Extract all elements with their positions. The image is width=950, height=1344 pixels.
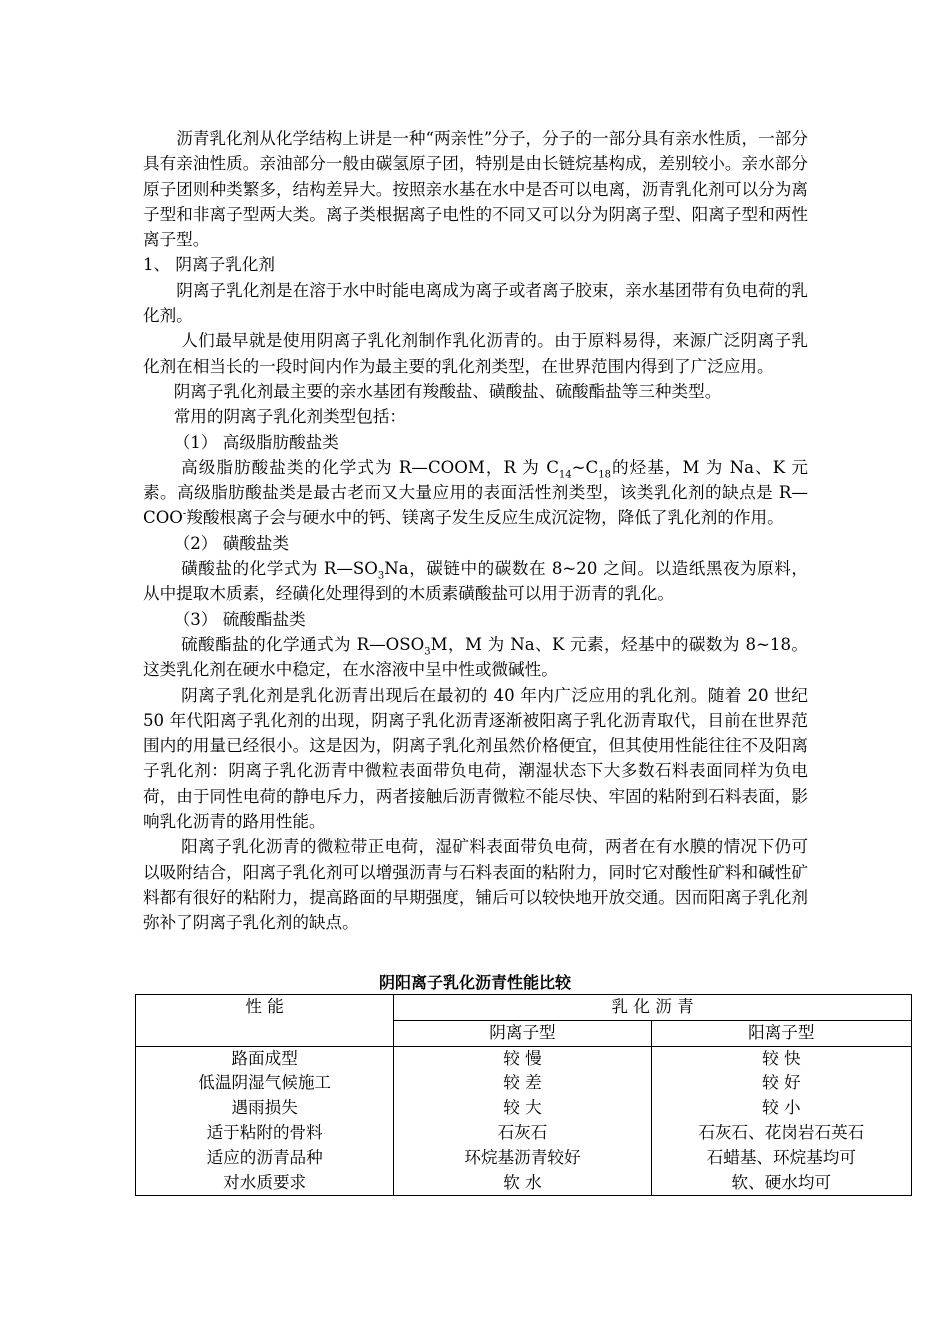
sulfate-sub-3: 3 bbox=[424, 646, 431, 658]
common-types-paragraph: 常用的阴离子乳化剂类型包括： bbox=[173, 407, 407, 427]
table-row-cationic: 较 好 bbox=[762, 1073, 801, 1093]
section-heading-anionic: 1、 阴离子乳化剂 bbox=[143, 255, 275, 275]
table-caption: 阴阳离子乳化沥青性能比较 bbox=[378, 973, 571, 992]
subheading-sulfonate: （2） 磺酸盐类 bbox=[173, 533, 290, 553]
cationic-paragraph: 阳离子乳化沥青的微粒带正电荷，湿矿料表面带负电荷，两者在有水膜的情况下仍可以吸附结合，阳离子乳化剂可以增强沥青与石料表面的粘附力，同时它对酸性矿料和碱性矿料都有很好的粘附力，提高路面的早期强度，铺后可以较快地开放交通。因而阳离子乳化剂弥补了阴离子乳化剂的缺点。 bbox=[143, 837, 808, 933]
table-row-property: 遇雨损失 bbox=[231, 1098, 298, 1118]
fatty-acid-paragraph bbox=[143, 455, 808, 531]
comparison-table bbox=[135, 994, 912, 1196]
fatty-acid-text-d: 羧酸根离子会与硬水中的钙、镁离子发生反应生成沉淀物，降低了乳化剂的作用。 bbox=[186, 508, 784, 528]
fatty-acid-sup-minus: - bbox=[182, 508, 187, 520]
fatty-acid-sub-14: 14 bbox=[558, 469, 572, 481]
table-row-cationic: 石灰石、花岗岩石英石 bbox=[698, 1122, 865, 1142]
anionic-decline-paragraph: 阴离子乳化剂是乳化沥青出现后在最初的 40 年内广泛应用的乳化剂。随着 20 世纪 50 年代阳离子乳化剂的出现，阴离子乳化沥青逐渐被阳离子乳化沥青取代，目前在世界范围内的用量已经很小。这是因为，阴离子乳化剂虽然价格便宜，但其使用性能往往不及阳离子乳化剂：阴离子乳化沥青中微粒表面带负电荷，潮湿状态下大多数石料表面同样为负电荷，由于同性电荷的静电斥力，两者接触后沥青微粒不能尽快、牢固的粘附到石料表面，影响乳化沥青的路用性能。 bbox=[143, 685, 808, 832]
table-row-anionic: 环烷基沥青较好 bbox=[464, 1147, 581, 1167]
table-row-property: 低温阴湿气候施工 bbox=[198, 1073, 332, 1093]
fatty-acid-sub-18: 18 bbox=[598, 469, 611, 481]
table-row-cationic: 软、硬水均可 bbox=[731, 1172, 832, 1192]
fatty-acid-text-b: ~C bbox=[571, 457, 599, 477]
table-row-cationic: 石蜡基、环烷基均可 bbox=[706, 1147, 856, 1167]
table-row-cationic: 较 小 bbox=[762, 1098, 801, 1118]
intro-paragraph: 沥青乳化剂从化学结构上讲是一种“两亲性”分子，分子的一部分具有亲水性质，一部分具有亲油性质。亲油部分一般由碳氢原子团，特别是由长链烷基构成，差别较小。亲水部分原子团则种类繁多，结构差异大。按照亲水基在水中是否可以电离，沥青乳化剂可以分为离子型和非离子型两大类。离子类根据离子电性的不同又可以分为阴离子型、阳离子型和两性离子型。 bbox=[143, 129, 808, 250]
table-row-anionic: 较 大 bbox=[503, 1098, 542, 1118]
table-row-property: 对水质要求 bbox=[223, 1172, 307, 1192]
header-emulsion: 乳 化 沥 青 bbox=[394, 995, 912, 1021]
table-row-anionic: 软 水 bbox=[503, 1172, 542, 1192]
header-property: 性 能 bbox=[136, 995, 394, 1047]
table-row-property: 路面成型 bbox=[231, 1048, 298, 1068]
sulfate-text-a: 硫酸酯盐的化学通式为 R—OSO bbox=[181, 634, 425, 654]
subheading-sulfate: （3） 硫酸酯盐类 bbox=[173, 609, 306, 629]
header-anionic: 阴离子型 bbox=[394, 1020, 651, 1046]
sulfate-paragraph bbox=[143, 632, 808, 683]
table-row-anionic: 较 差 bbox=[503, 1073, 542, 1093]
sulfonate-paragraph bbox=[143, 556, 808, 607]
table-row-property: 适于粘附的骨料 bbox=[206, 1122, 323, 1142]
cationic-column bbox=[651, 1046, 911, 1196]
fatty-acid-text-a: 高级脂肪酸盐类的化学式为 R—COOM，R 为 C bbox=[181, 457, 559, 477]
sulfate-text-b: M，M 为 Na、K 元素，烃基中的碳数为 8~18。这类乳化剂在硬水中稳定，在水溶液中呈中性或微碱性。 bbox=[143, 634, 808, 680]
anionic-column bbox=[394, 1046, 651, 1196]
fatty-acid-text-c: 的烃基，M 为 Na、K 元素。高级脂肪酸盐类是最古老而又大量应用的表面活性剂类型，该类乳化剂的缺点是 R—COO bbox=[143, 457, 808, 528]
groups-paragraph: 阴离子乳化剂最主要的亲水基团有羧酸盐、磺酸盐、硫酸酯盐等三种类型。 bbox=[173, 381, 722, 401]
history-paragraph: 人们最早就是使用阴离子乳化剂制作乳化沥青的。由于原料易得，来源广泛阴离子乳化剂在相当长的一段时间内作为最主要的乳化剂类型，在世界范围内得到了广泛应用。 bbox=[143, 331, 808, 376]
subheading-fatty-acid: （1） 高级脂肪酸盐类 bbox=[173, 432, 339, 452]
table-row-anionic: 较 慢 bbox=[503, 1048, 542, 1068]
property-column bbox=[136, 1046, 394, 1196]
definition-paragraph: 阴离子乳化剂是在溶于水中时能电离成为离子或者离子胶束，亲水基团带有负电荷的乳化剂。 bbox=[143, 280, 808, 326]
sulfonate-text-a: 磺酸盐的化学式为 R—SO bbox=[181, 559, 378, 579]
table-row-property: 适应的沥青品种 bbox=[206, 1147, 323, 1167]
header-cationic: 阳离子型 bbox=[651, 1020, 911, 1046]
document-body bbox=[143, 126, 808, 936]
sulfonate-sub-3: 3 bbox=[377, 570, 385, 582]
table-row-cationic: 较 快 bbox=[762, 1048, 801, 1068]
sulfonate-text-b: Na，碳链中的碳数在 8~20 之间。以造纸黑夜为原料，从中提取木质素，经磺化处理得到的木质素磺酸盐可以用于沥青的乳化。 bbox=[143, 559, 808, 604]
table-row-anionic: 石灰石 bbox=[497, 1122, 548, 1142]
